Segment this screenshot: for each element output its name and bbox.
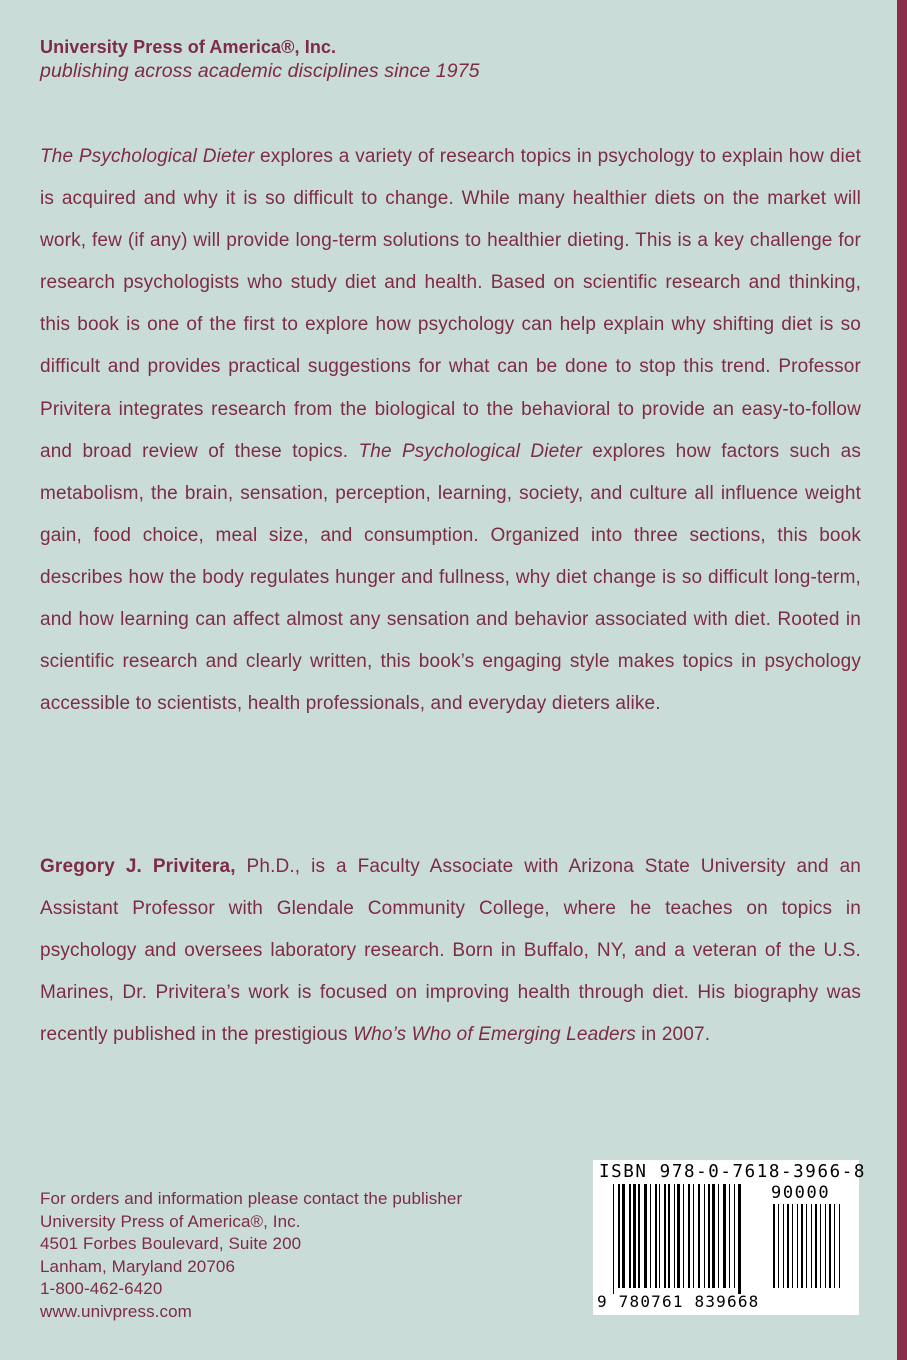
book-title: The Psychological Dieter	[358, 440, 582, 462]
author-bio	[40, 846, 861, 1056]
description-text-2: explores how factors such as metabolism, the brain, sensation, perception, learning, society, and culture all influence weight gain, food choice, meal size, and consumption. Organized into three sections, this book describes how the body regulates hunger and fullness, why diet change is so difficult long-term, and how learning can affect almost any sensation and behavior associated with diet. Rooted in scientific research and clearly written, this book’s engaging style makes topics in psychology accessible to scientists, health professionals, and everyday dieters alike.	[40, 440, 861, 715]
barcode-bar	[787, 1204, 789, 1288]
contact-phone: 1-800-462-6420	[40, 1279, 163, 1299]
ean-digits: 9 780761 839668	[597, 1292, 760, 1311]
barcode-bar	[688, 1184, 690, 1288]
award-title: Who’s Who of Emerging Leaders	[353, 1024, 636, 1045]
barcode-bar	[708, 1184, 710, 1288]
barcode-bar	[839, 1204, 840, 1288]
isbn-number: ISBN 978-0-7618-3966-8	[599, 1162, 866, 1182]
isbn-barcode	[593, 1160, 866, 1315]
publisher-header	[40, 36, 860, 84]
barcode-bar	[825, 1204, 826, 1288]
barcode-bar	[792, 1204, 793, 1288]
barcode-bar	[655, 1184, 657, 1288]
barcode-bar	[693, 1184, 694, 1288]
barcode-bar	[659, 1184, 660, 1288]
barcode-bar	[683, 1184, 684, 1288]
barcode-bar	[718, 1184, 719, 1288]
barcode-bar	[783, 1204, 784, 1288]
barcode-bar	[650, 1184, 651, 1288]
barcode-bar	[712, 1184, 715, 1288]
contact-publisher: University Press of America®, Inc.	[40, 1211, 301, 1231]
publisher-name: University Press of America®, Inc.	[40, 37, 337, 57]
barcode-bar	[734, 1184, 735, 1288]
contact-intro: For orders and information please contact the publisher	[40, 1189, 463, 1208]
description-text-1: explores a variety of research topics in psychology to explain how diet is acquired and why it is so difficult to change. While many healthier diets on the market will work, few (if any) will provide long-term solutions to healthier dieting. This is a key challenge for research psychologists who study diet and health. Based on scientific research and thinking, this book is one of the first to explore how psychology can help explain why shifting diet is so difficult and provides practical suggestions for what can be done to stop this trend. Professor Privitera integrates research from the biological to the behavioral to provide an easy-to-follow and broad review of these topics.	[40, 146, 861, 462]
barcode-bar	[633, 1184, 636, 1288]
publisher-contact	[40, 1188, 560, 1324]
description-paragraph	[40, 136, 861, 725]
barcode-bar	[674, 1184, 675, 1288]
barcode-bar	[773, 1204, 775, 1288]
barcode-bar	[801, 1204, 803, 1288]
barcode-bar	[664, 1184, 666, 1288]
barcode-bar	[729, 1184, 730, 1288]
barcode-bar	[723, 1184, 726, 1288]
barcode-bar	[613, 1184, 614, 1294]
book-title: The Psychological Dieter	[40, 146, 255, 167]
barcode-bar	[638, 1184, 640, 1288]
barcode-bar	[806, 1204, 807, 1288]
bio-text-2: in 2007.	[635, 1024, 711, 1045]
contact-website: www.univpress.com	[40, 1301, 192, 1321]
barcode-bar	[644, 1184, 647, 1288]
barcode-bar	[797, 1204, 798, 1288]
barcode-bar	[829, 1204, 831, 1288]
barcode-bar	[668, 1184, 670, 1288]
book-description	[40, 136, 861, 725]
bio-text-1: Ph.D., is a Faculty Associate with Arizona State University and an Assistant Professor with Glendale Community College, where he teaches on topics in psychology and oversees laboratory research. Born in Buffalo, NY, and a veteran of the U.S. Marines, Dr. Privitera’s work is focused on improving health through diet. His biography was recently published in the prestigious	[40, 856, 862, 1045]
spine-edge	[897, 0, 907, 1360]
barcode-bar	[820, 1204, 821, 1288]
contact-city: Lanham, Maryland 20706	[40, 1256, 235, 1276]
publisher-tagline: publishing across academic disciplines since 1975	[40, 60, 480, 82]
barcode-bar	[622, 1184, 625, 1288]
barcode-bar	[778, 1204, 779, 1288]
barcode-bar	[704, 1184, 705, 1288]
barcode-bar	[738, 1184, 741, 1294]
contact-address: 4501 Forbes Boulevard, Suite 200	[40, 1234, 302, 1254]
barcode-bar	[834, 1204, 835, 1288]
price-code: 90000	[771, 1183, 831, 1203]
bio-paragraph	[40, 846, 861, 1056]
barcode-bar	[815, 1204, 817, 1288]
barcode-bar	[618, 1184, 620, 1288]
barcode-bar	[677, 1184, 680, 1288]
barcode-bar	[698, 1184, 700, 1288]
author-name: Gregory J. Privitera,	[40, 856, 236, 877]
barcode-bar	[811, 1204, 812, 1288]
barcode-bar	[629, 1184, 631, 1288]
